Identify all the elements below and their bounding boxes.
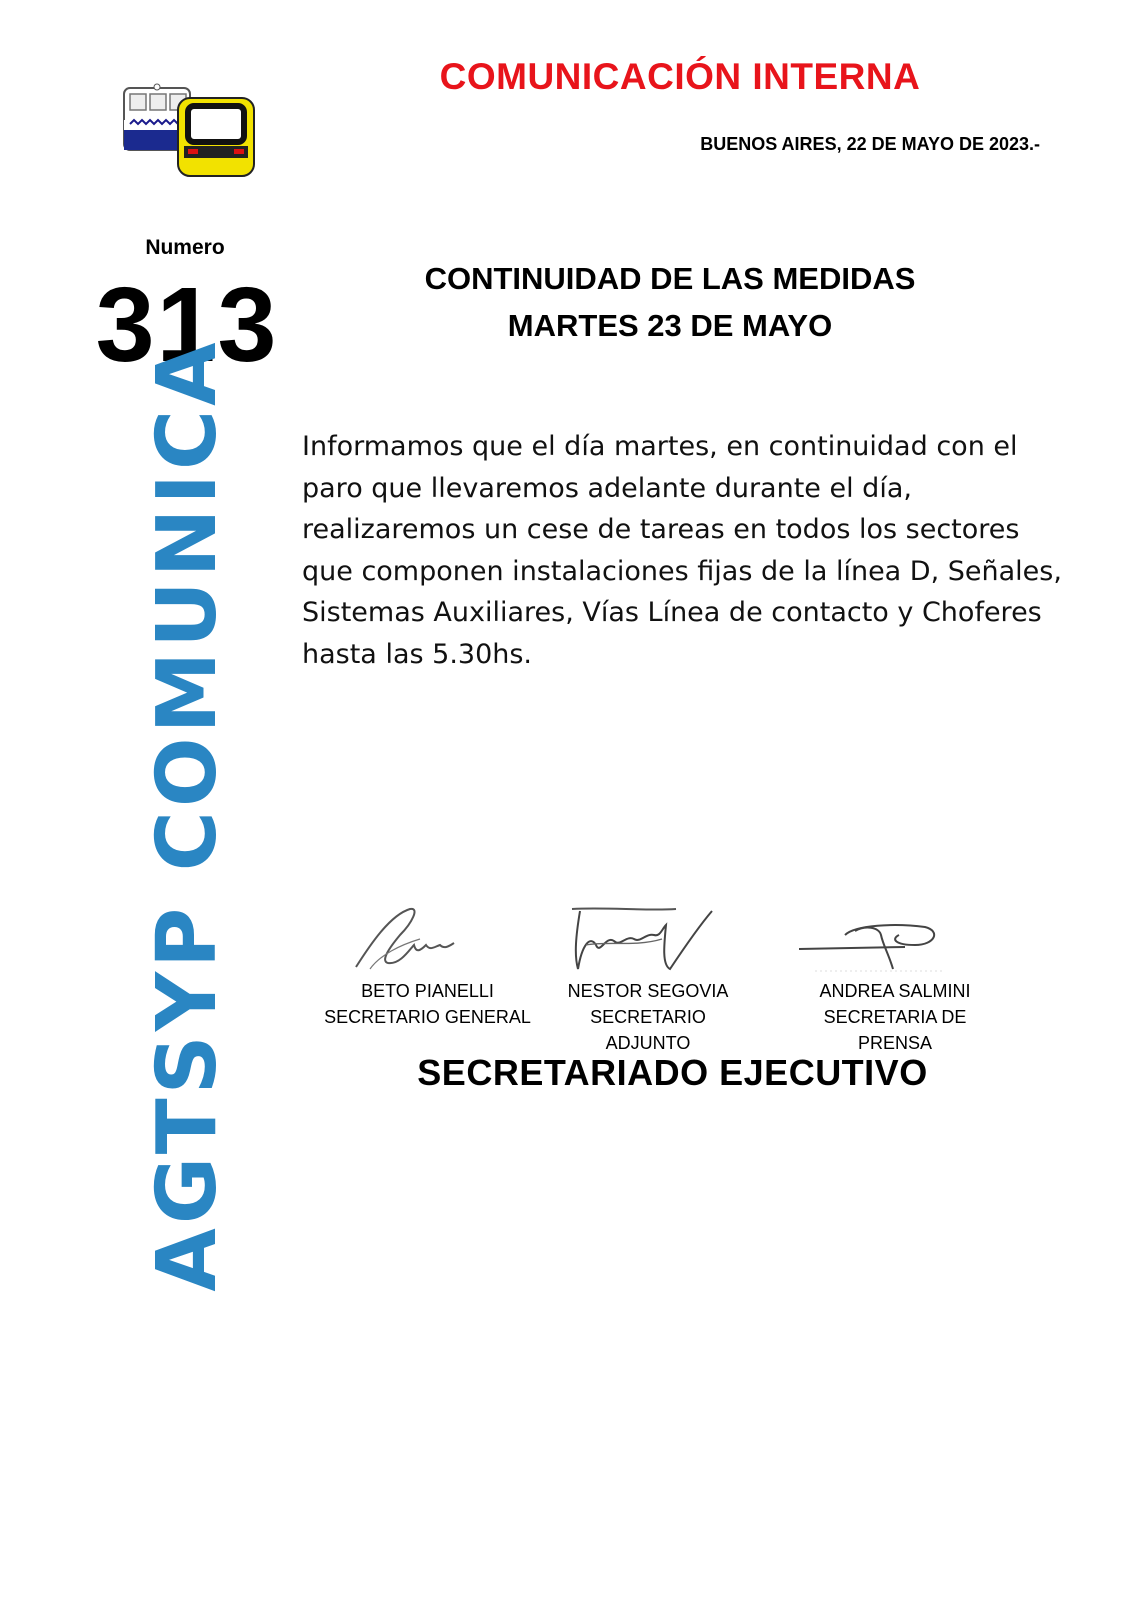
number-value: 313 [95,266,279,384]
body-paragraph: Informamos que el día martes, en continuidad con el paro que llevaremos adelante durante el día, realizaremos un cese de tareas en todos los sectores que componen instalaciones fijas de la línea D, Señales, Sistemas Auxiliares, Vías Línea de contacto y Choferes hasta las 5.30hs. [302,431,1062,670]
document-header-title: COMUNICACIÓN INTERNA [439,56,921,97]
signatory-1 [320,978,535,1030]
signature-3-icon [795,905,945,975]
signatory-3 [785,978,1005,1056]
vertical-brand-banner [140,338,235,1292]
signatory-2 [548,978,748,1056]
signature-2-icon [566,905,716,975]
signature-1-icon [350,905,460,975]
signatory-1-name: BETO PIANELLI [361,981,494,1001]
subject-line-2: MARTES 23 DE MAYO [507,308,833,343]
signatory-2-role: SECRETARIO ADJUNTO [590,1007,706,1053]
signatory-3-name: ANDREA SALMINI [819,981,971,1001]
signatory-2-name: NESTOR SEGOVIA [567,981,729,1001]
number-label: Numero [145,236,225,259]
subject-line-1: CONTINUIDAD DE LAS MEDIDAS [424,261,916,296]
vertical-brand-text: AGTSYP COMUNICA [140,338,235,1292]
subject-title [390,255,950,349]
signatory-3-role: SECRETARIA DE PRENSA [823,1007,967,1053]
signatory-1-role: SECRETARIO GENERAL [324,1007,531,1027]
document-date: BUENOS AIRES, 22 DE MAYO DE 2023.- [700,134,1040,154]
train-logo-icon [122,82,262,182]
footer-title: SECRETARIADO EJECUTIVO [417,1052,928,1093]
union-logo [122,82,262,182]
